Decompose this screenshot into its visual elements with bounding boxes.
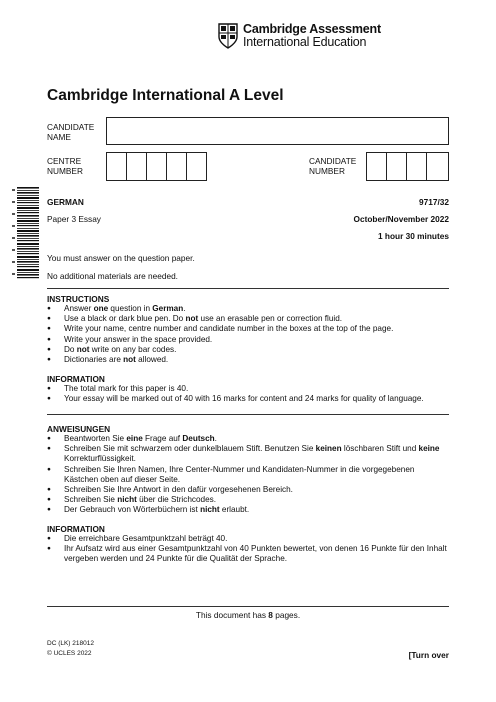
information-heading: INFORMATION <box>47 374 105 384</box>
exam-duration: 1 hour 30 minutes <box>377 231 449 241</box>
divider <box>47 288 449 289</box>
paper-code: 9717/32 <box>419 197 449 207</box>
list-item: ● Dictionaries are not allowed. <box>47 355 447 365</box>
list-item: ● Der Gebrauch von Wörterbüchern ist nicht erlaubt. <box>47 505 447 515</box>
page-title: Cambridge International A Level <box>47 87 284 104</box>
candidate-name-field[interactable] <box>106 117 449 145</box>
instructions-list <box>47 304 447 365</box>
list-item: ● Schreiben Sie nicht über die Strichcodes. <box>47 495 447 505</box>
list-item: ● Beantworten Sie eine Frage auf Deutsch. <box>47 434 447 444</box>
logo-line-2: International Education <box>243 35 367 49</box>
barcode-digits <box>11 187 17 279</box>
document-reference: DC (LK) 218012 <box>47 640 94 647</box>
logo-line-1: Cambridge Assessment <box>243 22 381 36</box>
list-item: ● Write your name, centre number and candidate number in the boxes at the top of the page. <box>47 324 447 334</box>
candidate-number-label: CANDIDATE NUMBER <box>309 156 357 176</box>
cambridge-logo <box>218 22 381 50</box>
list-item: ● Use a black or dark blue pen. Do not use an erasable pen or correction fluid. <box>47 314 447 324</box>
information-list <box>47 384 447 404</box>
candidate-name-label: CANDIDATE NAME <box>47 122 95 142</box>
crest-icon <box>218 23 238 49</box>
divider <box>47 606 449 607</box>
anweisungen-list <box>47 434 447 516</box>
divider <box>47 414 449 415</box>
exam-session: October/November 2022 <box>353 214 449 224</box>
paper-title: Paper 3 Essay <box>47 214 101 224</box>
list-item: ● Ihr Aufsatz wird aus einer Gesamtpunktzahl von 40 Punkten bewertet, von denen 16 Punkte für den Inhalt vergeben werden und 24 Punkte für die Qualität der Sprache. <box>47 544 447 564</box>
list-item: ● Write your answer in the space provided. <box>47 335 447 345</box>
subject-name: GERMAN <box>47 197 84 207</box>
centre-number-label: CENTRE NUMBER <box>47 156 83 176</box>
list-item: ● Do not write on any bar codes. <box>47 345 447 355</box>
copyright: © UCLES 2022 <box>47 650 92 657</box>
turn-over: [Turn over <box>408 650 449 660</box>
list-item: ● Schreiben Sie mit schwarzem oder dunkelblauem Stift. Benutzen Sie keinen löschbaren Stift und keine Korrekturflüssigkeit. <box>47 444 447 464</box>
list-item: ● Schreiben Sie Ihre Antwort in den dafür vorgesehenen Bereich. <box>47 485 447 495</box>
anweisungen-heading: ANWEISUNGEN <box>47 424 111 434</box>
list-item: ● Your essay will be marked out of 40 with 16 marks for content and 24 marks for quality of language. <box>47 394 447 404</box>
centre-number-field[interactable] <box>106 152 207 181</box>
barcode <box>17 187 39 279</box>
list-item: ● Schreiben Sie Ihren Namen, Ihre Center-Nummer und Kandidaten-Nummer in die vorgegebenen Kästchen oben auf dieser Seite. <box>47 465 447 485</box>
list-item: ● Answer one question in German. <box>47 304 447 314</box>
candidate-number-field[interactable] <box>366 152 449 181</box>
information-de-list <box>47 534 447 565</box>
list-item: ● Die erreichbare Gesamtpunktzahl beträgt 40. <box>47 534 447 544</box>
page-count: This document has 8 pages. <box>195 610 301 620</box>
answer-note: You must answer on the question paper. <box>47 253 195 263</box>
information-de-heading: INFORMATION <box>47 524 105 534</box>
list-item: ● The total mark for this paper is 40. <box>47 384 447 394</box>
instructions-heading: INSTRUCTIONS <box>47 294 110 304</box>
materials-note: No additional materials are needed. <box>47 271 178 281</box>
